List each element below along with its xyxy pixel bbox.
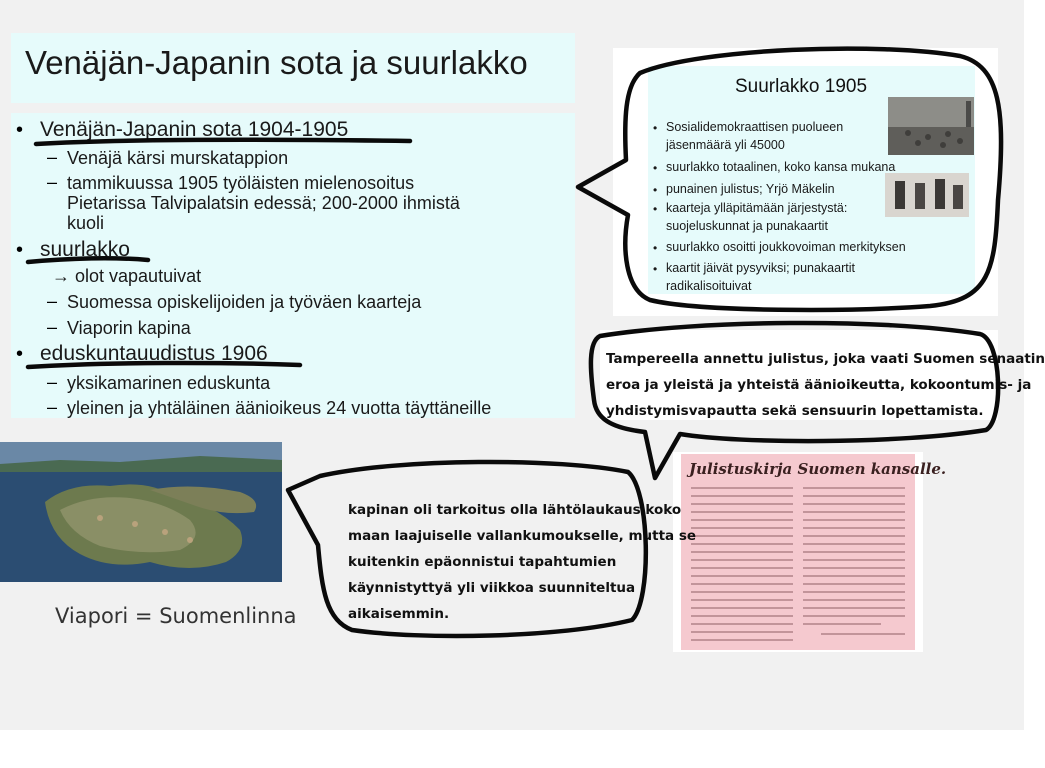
sub-bullet: Venäjä kärsi murskatappion	[67, 148, 289, 168]
bullet-dot-icon: •	[653, 183, 658, 197]
dash-icon: –	[47, 147, 58, 167]
dash-icon: –	[47, 172, 58, 192]
underline-sota	[36, 140, 410, 144]
suurlakko-title: Suurlakko 1905	[735, 76, 868, 97]
sub-bullet: tammikuussa 1905 työläisten mielenosoitus	[67, 173, 415, 193]
poster-title: Julistuskirja Suomen kansalle.	[689, 460, 947, 478]
sub-bullet: yksikamarinen eduskunta	[67, 373, 271, 393]
bullet-suurlakko: suurlakko	[40, 238, 130, 261]
kapina-line: aikaisemmin.	[348, 606, 450, 622]
sub-bullet: → olot vapautuivat	[52, 266, 202, 286]
suurlakko-item: punainen julistus; Yrjö Mäkelin	[666, 182, 835, 196]
dash-icon: –	[47, 397, 58, 417]
suurlakko-item: kaartit jäivät pysyviksi; punakaartit	[666, 261, 855, 275]
suurlakko-item: Sosialidemokraattisen puolueen	[666, 120, 844, 134]
kapina-line: maan laajuiselle vallankumoukselle, mutta se	[348, 528, 697, 544]
suurlakko-item: suurlakko totaalinen, koko kansa mukana	[666, 160, 896, 174]
sub-bullet-cont: Pietarissa Talvipalatsin edessä; 200-2000 ihmistä	[67, 193, 460, 213]
suurlakko-item: suurlakko osoitti joukkovoiman merkityksen	[666, 240, 906, 254]
bullet-dot-icon: •	[653, 262, 658, 276]
sub-bullet-cont: kuoli	[67, 213, 105, 233]
page-title: Venäjän-Japanin sota ja suurlakko	[25, 44, 528, 81]
tampere-line: eroa ja yleistä ja yhteistä äänioikeutta, kokoontumis- ja	[606, 377, 1032, 393]
tampere-line: Tampereella annettu julistus, joka vaati Suomen senaatin	[606, 351, 1045, 367]
bullet-dot-icon: •	[653, 121, 658, 135]
kapina-line: kapinan oli tarkoitus olla lähtölaukaus koko	[348, 502, 682, 518]
dash-icon: –	[47, 291, 58, 311]
bullet-sota: Venäjän-Japanin sota 1904-1905	[40, 118, 349, 141]
underline-suurlakko	[28, 258, 148, 262]
underline-eduskunta	[28, 363, 300, 367]
bottom-margin	[0, 730, 1024, 768]
sub-bullet: Viaporin kapina	[67, 318, 191, 338]
bullet-dot-icon: •	[653, 202, 658, 216]
suurlakko-speech-bubble	[578, 49, 1001, 310]
bullet-dot-icon: •	[653, 161, 658, 175]
suurlakko-item-cont: suojeluskunnat ja punakaartit	[666, 219, 828, 233]
bullet-dot-icon: •	[16, 119, 24, 141]
bullet-eduskunta: eduskuntauudistus 1906	[40, 342, 268, 365]
bullet-dot-icon: •	[16, 343, 24, 365]
tampere-speech-bubble	[591, 323, 998, 478]
sub-bullet: Suomessa opiskelijoiden ja työväen kaarteja	[67, 292, 422, 312]
suurlakko-item: kaarteja ylläpitämään järjestystä:	[666, 201, 848, 215]
bullet-dot-icon: •	[653, 241, 658, 255]
suurlakko-item-cont: radikalisoituivat	[666, 279, 752, 293]
kapina-speech-bubble	[288, 462, 646, 636]
tampere-line: yhdistymisvapautta sekä sensuurin lopettamista.	[606, 403, 984, 419]
dash-icon: –	[47, 317, 58, 337]
sub-bullet: yleinen ja yhtäläinen äänioikeus 24 vuotta täyttäneille	[67, 398, 492, 418]
dash-icon: –	[47, 372, 58, 392]
map-caption: Viapori = Suomenlinna	[55, 604, 297, 628]
bullet-dot-icon: •	[16, 239, 24, 261]
kapina-line: kuitenkin epäonnistui tapahtumien	[348, 554, 617, 570]
kapina-line: käynnistyttyä yli viikkoa suunniteltua	[348, 580, 636, 596]
suurlakko-item-cont: jäsenmäärä yli 45000	[666, 138, 785, 152]
